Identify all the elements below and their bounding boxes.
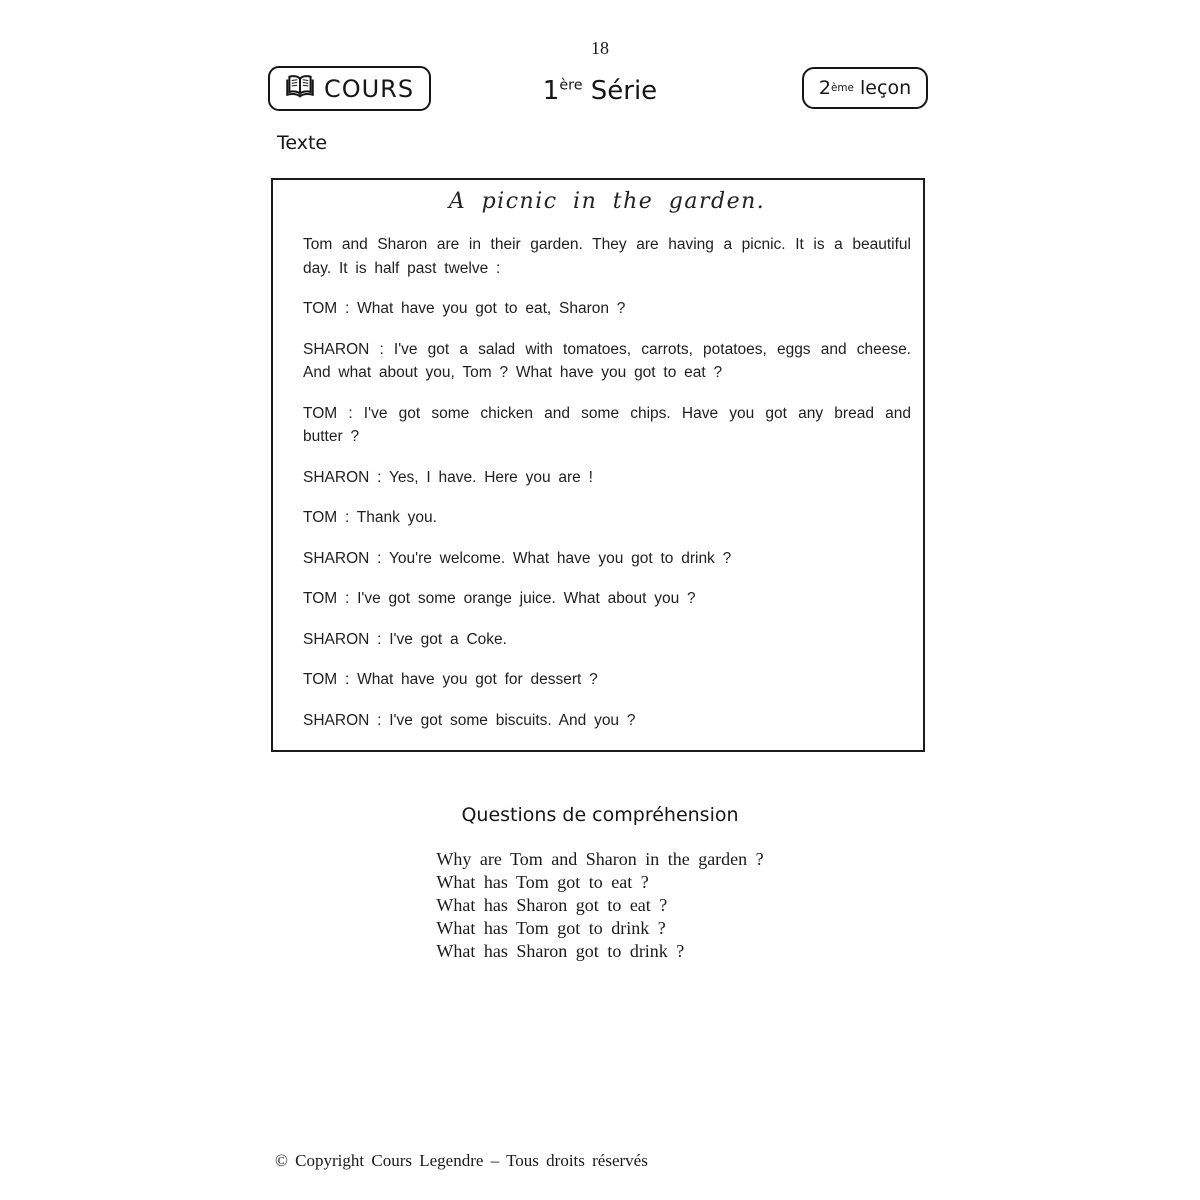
dialogue-box — [271, 178, 925, 752]
lesson-badge: 2 ème leçon — [802, 67, 928, 109]
series-number: 1 — [542, 76, 560, 106]
series-label: Série — [590, 76, 658, 106]
dialogue-line: TOM : Thank you. — [303, 509, 437, 526]
questions-list — [0, 848, 1200, 963]
lesson-label: leçon — [860, 77, 912, 99]
lesson-number: 2 — [818, 77, 831, 99]
dialogue-line: TOM : What have you got for dessert ? — [303, 671, 598, 688]
dialogue-title: A picnic in the garden. — [448, 189, 766, 214]
page-number: 18 — [591, 38, 609, 58]
dialogue-line: TOM : What have you got to eat, Sharon ? — [303, 300, 626, 317]
question-item: What has Sharon got to eat ? — [436, 895, 668, 915]
series-ordinal-suffix: ère — [559, 77, 583, 94]
texte-label: Texte — [277, 132, 328, 154]
copyright-footer: © Copyright Cours Legendre – Tous droits réservés — [275, 1151, 648, 1170]
question-item: What has Tom got to drink ? — [436, 918, 666, 938]
dialogue-intro: Tom and Sharon are in their garden. They are having a picnic. It is a beautiful day. It is half past twelve : — [303, 236, 911, 277]
cours-label: COURS — [323, 74, 415, 103]
questions-heading: Questions de compréhension — [461, 804, 739, 826]
question-item: Why are Tom and Sharon in the garden ? — [436, 849, 764, 869]
dialogue-line: SHARON : I've got a salad with tomatoes, carrots, potatoes, eggs and cheese. And what about you, Tom ? What have you got to eat ? — [303, 340, 911, 381]
dialogue-line: TOM : I've got some orange juice. What about you ? — [303, 590, 696, 607]
dialogue-line: SHARON : I've got some biscuits. And you ? — [303, 711, 636, 729]
question-item: What has Sharon got to drink ? — [436, 941, 685, 961]
dialogue-line: SHARON : Yes, I have. Here you are ! — [303, 468, 593, 486]
dialogue-line: SHARON : I've got a Coke. — [303, 630, 507, 648]
question-item: What has Tom got to eat ? — [436, 872, 649, 892]
series-title — [0, 76, 1200, 106]
dialogue-line: TOM : I've got some chicken and some chips. Have you got any bread and butter ? — [303, 404, 911, 445]
dialogue-line: SHARON : You're welcome. What have you got to drink ? — [303, 549, 732, 567]
